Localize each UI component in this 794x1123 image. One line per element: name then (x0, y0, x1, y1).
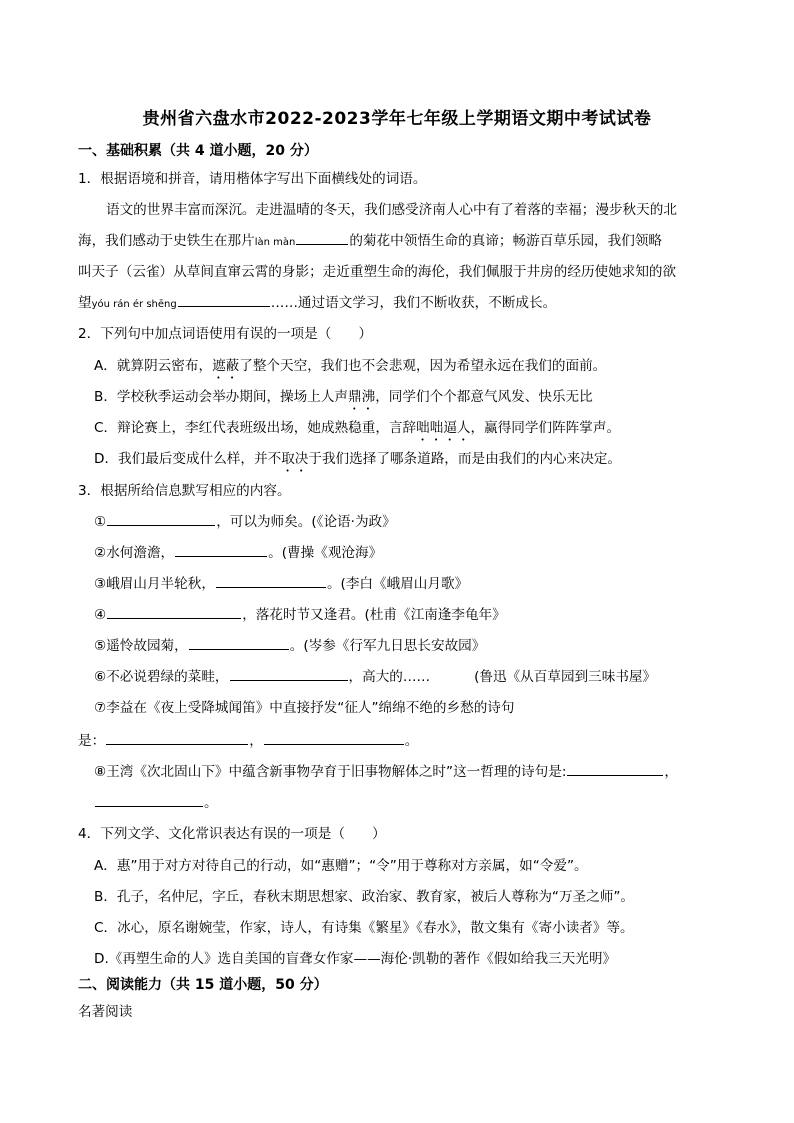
exam-title: 贵州省六盘水市2022-2023学年七年级上学期语文期中考试试卷 (142, 109, 652, 129)
q2-option-d (94, 447, 734, 475)
q3-item-7 (94, 696, 734, 716)
q3-item-3 (94, 572, 734, 592)
q3-item-1 (94, 510, 734, 530)
answer-blank[interactable] (175, 544, 267, 557)
q4-prompt: 4．下列文学、文化常识表达有误的一项是（ ） (78, 826, 386, 842)
q1-text: ……通过语文学习，我们不断收获，不断成长。 (270, 295, 557, 311)
q1-para-line4 (78, 291, 718, 311)
item-text: 不必说碧绿的菜畦， (106, 669, 229, 685)
item-text: ，可以为师矣。(《论语·为政》 (216, 514, 396, 530)
item-text: 李益在《夜上受降城闻笛》中直接抒发“征人”绵绵不绝的乡愁的诗句 (106, 700, 515, 716)
answer-blank[interactable] (95, 794, 203, 807)
answer-blank[interactable] (107, 606, 241, 619)
q1-para-line3: 叫天子（云雀）从草间直窜云霄的身影；走近重塑生命的海伦，我们佩服于井房的经历使她求知的欲 (78, 264, 677, 280)
answer-blank[interactable] (264, 732, 404, 745)
q1-text: 的菊花中领悟生命的真谛；畅游百草乐园，我们领略 (349, 233, 663, 249)
q3-item-7-answer (78, 729, 718, 749)
pinyin-1: làn màn (254, 237, 296, 248)
option-text: ，同学们个个都意气风发、快乐无比 (375, 389, 593, 405)
pinyin-2: yóu rán ér shēng (91, 299, 177, 310)
option-text: D．我们最后变成什么样，并不 (94, 451, 282, 467)
section1-heading: 一、基础积累（共 4 道小题，20 分） (78, 143, 318, 159)
item-number: ② (94, 545, 107, 561)
answer-blank[interactable] (107, 513, 215, 526)
q2-option-b (94, 385, 734, 413)
option-text: A．就算阴云密布， (94, 358, 213, 374)
item-number: ⑦ (94, 700, 107, 716)
item-number: ⑥ (94, 669, 107, 685)
q1-para-line2 (78, 229, 718, 249)
answer-blank[interactable] (296, 232, 348, 245)
item-text: ， (664, 764, 678, 780)
dotted-word: 遮蔽 (212, 358, 240, 374)
q4-option-b: B．孔子，名仲尼，字丘，春秋末期思想家、政治家、教育家，被后人尊称为“万圣之师”。 (94, 889, 634, 905)
item-text: (鲁迅《从百草园到三味书屋》 (474, 669, 657, 685)
item-text: 。 (404, 733, 419, 749)
item-text: 遥怜故园菊， (106, 638, 188, 654)
item-text: 峨眉山月半轮秋， (106, 576, 215, 592)
dotted-word: 取决 (281, 451, 309, 467)
q2-option-c (94, 416, 734, 444)
q1-para-line1: 语文的世界丰富而深沉。走进温晴的冬天，我们感受济南人心中有了着落的幸福；漫步秋天的北 (106, 202, 677, 218)
item-text: ，高大的…… (348, 669, 431, 685)
answer-blank[interactable] (178, 294, 270, 307)
q1-text: 望 (78, 295, 92, 311)
q2-option-a (94, 354, 734, 382)
item-text: 水何澹澹， (106, 545, 175, 561)
option-text: ，赢得同学们阵阵掌声。 (470, 420, 621, 436)
q3-item-4 (94, 603, 734, 623)
item-text: ，落花时节又逢君。(杜甫《江南逢李龟年》 (242, 607, 506, 623)
section2-subheading: 名著阅读 (78, 1004, 133, 1020)
item-number: ⑤ (94, 638, 107, 654)
q3-item-6 (94, 665, 734, 685)
item-text: 。(曹操《观沧海》 (268, 545, 383, 561)
q3-prompt: 3．根据所给信息默写相应的内容。 (78, 483, 291, 499)
item-number: ④ (94, 607, 107, 623)
q1-text: 海，我们感动于史铁生在那片 (78, 233, 255, 249)
q1-prompt: 1．根据语境和拼音，请用楷体字写出下面横线处的词语。 (78, 171, 427, 187)
option-text: B．学校秋季运动会举办期间，操场上人声 (94, 389, 349, 405)
answer-blank[interactable] (106, 732, 248, 745)
item-text: 。(岑参《行军九日思长安故园》 (289, 638, 486, 654)
answer-blank[interactable] (189, 637, 289, 650)
q3-item-8 (94, 760, 734, 780)
q3-item-5 (94, 634, 734, 654)
item-text: 是： (78, 733, 106, 749)
item-text: ， (249, 733, 263, 749)
answer-blank[interactable] (567, 763, 663, 776)
item-number: ① (94, 514, 107, 530)
dotted-word: 鼎沸 (348, 389, 376, 405)
item-text: 王湾《次北固山下》中蕴含新事物孕育于旧事物解体之时”这一哲理的诗句是: (106, 764, 567, 780)
answer-blank[interactable] (230, 668, 348, 681)
item-number: ③ (94, 576, 107, 592)
answer-blank[interactable] (216, 575, 326, 588)
dotted-word: 咄咄逼人 (416, 420, 471, 436)
option-text: C．辩论赛上，李红代表班级出场，她成熟稳重，言辞 (94, 420, 417, 436)
item-text: 。 (204, 795, 218, 811)
option-text: 于我们选择了哪条道路，而是由我们的内心来决定。 (308, 451, 622, 467)
section2-heading: 二、阅读能力（共 15 道小题，50 分） (78, 977, 328, 993)
item-number: ⑧ (94, 764, 107, 780)
item-text: 。(李白《峨眉山月歌》 (326, 576, 469, 592)
q3-item-8-answer (94, 791, 734, 811)
q4-option-a: A．惠”用于对方对待自己的行动，如“惠赠”；“令”用于尊称对方亲属，如“令爱”。 (94, 858, 588, 874)
q4-option-d: D.《再塑生命的人》选自美国的盲聋女作家——海伦·凯勒的著作《假如给我三天光明》 (94, 951, 617, 967)
q4-option-c: C．冰心，原名谢婉莹，作家，诗人，有诗集《繁星》《春水》，散文集有《寄小读者》等。 (94, 920, 634, 936)
q2-prompt: 2．下列句中加点词语使用有误的一项是（ ） (78, 326, 373, 342)
q3-item-2 (94, 541, 734, 561)
option-text: 了整个天空，我们也不会悲观，因为希望永远在我们的面前。 (239, 358, 607, 374)
